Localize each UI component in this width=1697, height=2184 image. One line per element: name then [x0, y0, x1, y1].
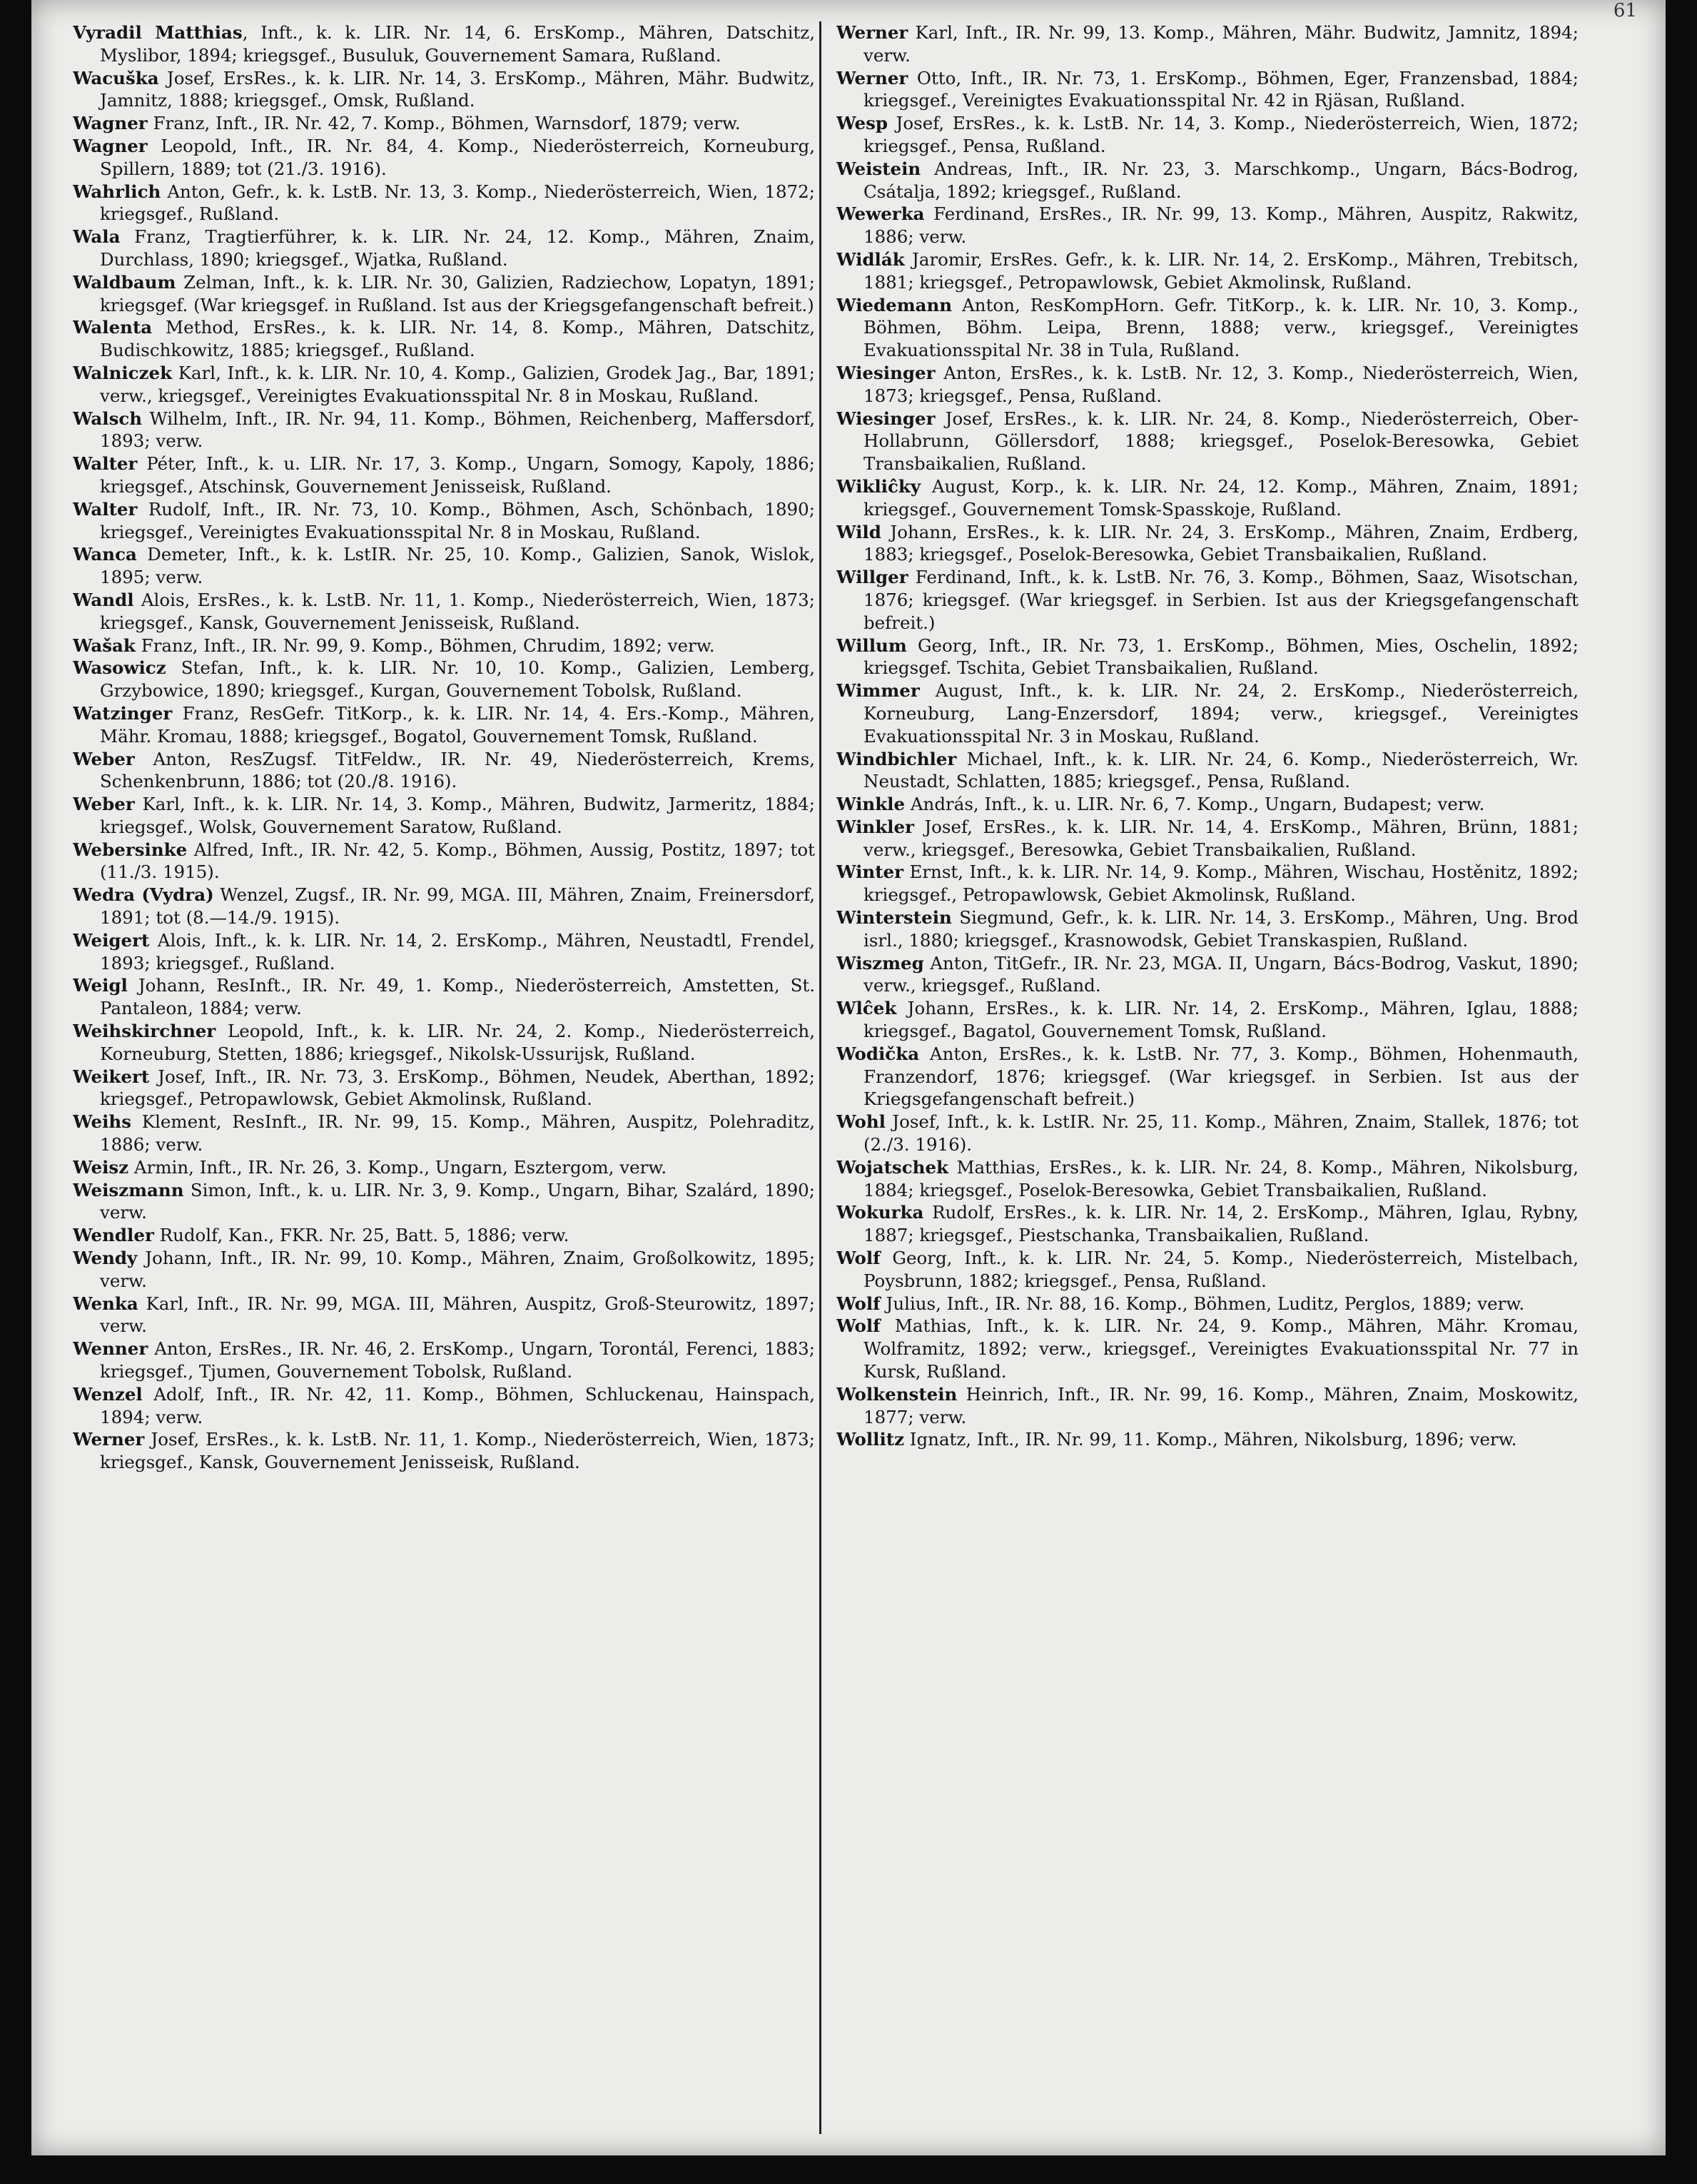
left-column [73, 21, 815, 2134]
entry-surname: Wimmer [836, 680, 920, 702]
entry-details: Alfred, Inft., IR. Nr. 42, 5. Komp., Böhmen, Aussig, Postitz, 1897; tot (11./3. 1915). [100, 839, 815, 883]
entry-surname: Wagner [73, 135, 148, 156]
list-entry [73, 589, 815, 635]
entry-details: Alois, ErsRes., k. k. LstB. Nr. 11, 1. Komp., Niederösterreich, Wien, 1873; kriegsgef., Kansk, Gouvernement Jenisseisk, Rußland. [100, 589, 815, 633]
entry-surname: Wedra (Vydra) [73, 884, 214, 906]
list-entry [73, 1338, 815, 1383]
entry-surname: Winkle [836, 794, 906, 815]
entry-surname: Walter [73, 498, 138, 520]
list-entry [836, 793, 1579, 816]
entry-details: , Inft., k. k. LIR. Nr. 14, 6. ErsKomp., Mähren, Datschitz, Myslibor, 1894; kriegsgef., Busuluk, Gouvernement Samara, Rußland. [100, 22, 815, 66]
list-entry [836, 679, 1579, 747]
entry-surname: Wenka [73, 1293, 138, 1314]
list-entry [73, 362, 815, 408]
entry-details: Anton, TitGefr., IR. Nr. 23, MGA. II, Ungarn, Bács-Bodrog, Vaskut, 1890; verw., kriegsgef., Rußland. [863, 952, 1579, 996]
entry-details: Josef, ErsRes., k. k. LIR. Nr. 24, 8. Komp., Niederösterreich, Ober-Hollabrunn, Göllersdorf, 1888; kriegsgef., Poselok-Beresowka, Gebiet Transbaikalien, Rußland. [863, 408, 1579, 475]
list-entry [836, 67, 1579, 113]
list-entry [836, 248, 1579, 294]
list-entry [836, 408, 1579, 475]
list-entry [73, 67, 815, 113]
entry-surname: Wahrlich [73, 181, 161, 202]
entry-surname: Widlák [836, 248, 905, 270]
list-entry [73, 839, 815, 884]
entry-details: András, Inft., k. u. LIR. Nr. 6, 7. Komp., Ungarn, Budapest; verw. [905, 794, 1485, 815]
entry-surname: Winter [836, 861, 904, 883]
entry-details: Siegmund, Gefr., k. k. LIR. Nr. 14, 3. ErsKomp., Mähren, Ung. Brod isrl., 1880; kriegsgef., Krasnowodsk, Gebiet Transkaspien, Rußland. [863, 907, 1579, 951]
list-entry [73, 543, 815, 589]
list-entry [836, 203, 1579, 248]
entry-details: Alois, Inft., k. k. LIR. Nr. 14, 2. ErsKomp., Mähren, Neustadtl, Frendel, 1893; kriegsgef., Rußland. [100, 929, 815, 974]
list-entry [836, 997, 1579, 1043]
entry-surname: Wolf [836, 1315, 881, 1337]
list-entry [73, 929, 815, 975]
list-entry [73, 271, 815, 317]
entry-surname: Wašak [73, 635, 136, 656]
list-entry [836, 362, 1579, 408]
entry-details: Anton, ResZugsf. TitFeldw., IR. Nr. 49, Niederösterreich, Krems, Schenkenbrunn, 1886; tot (20./8. 1916). [100, 748, 815, 792]
page-number: 61 [1613, 0, 1637, 21]
entry-surname: Wanca [73, 544, 137, 565]
entry-surname: Vyradil Matthias [73, 22, 243, 43]
entry-surname: Windbichler [836, 748, 957, 769]
entry-details: Franz, Tragtierführer, k. k. LIR. Nr. 24, 12. Komp., Mähren, Znaim, Durchlass, 1890; kriegsgef., Wjatka, Rußland. [100, 226, 815, 270]
list-entry [836, 1293, 1579, 1315]
list-entry [836, 635, 1579, 680]
list-entry [73, 226, 815, 271]
entry-surname: Wiesinger [836, 408, 936, 429]
entry-details: Josef, ErsRes., k. k. LIR. Nr. 14, 4. ErsKomp., Mähren, Brünn, 1881; verw., kriegsgef., Beresowka, Gebiet Transbaikalien, Rußland. [863, 816, 1579, 860]
entry-details: Ferdinand, Inft., k. k. LstB. Nr. 76, 3. Komp., Böhmen, Saaz, Wisotschan, 1876; kriegsgef. (War kriegsgef. in Serbien. Ist aus der Kriegsgefangenschaft befreit.) [863, 567, 1579, 633]
entry-details: Ferdinand, ErsRes., IR. Nr. 99, 13. Komp., Mähren, Auspitz, Rakwitz, 1886; verw. [863, 203, 1579, 248]
list-entry [836, 816, 1579, 861]
entry-details: Zelman, Inft., k. k. LIR. Nr. 30, Galizien, Radziechow, Lopatyn, 1891; kriegsgef. (War kriegsgef. in Rußland. Ist aus der Kriegsgefangenschaft befreit.) [100, 271, 815, 315]
entry-surname: Weistein [836, 158, 921, 179]
entry-surname: Winkler [836, 816, 914, 837]
entry-surname: Weigert [73, 929, 150, 951]
entry-surname: Weihskirchner [73, 1021, 216, 1042]
entry-details: Josef, ErsRes., k. k. LstB. Nr. 14, 3. Komp., Niederösterreich, Wien, 1872; kriegsgef., Pensa, Rußland. [863, 113, 1579, 156]
entry-details: Adolf, Inft., IR. Nr. 42, 11. Komp., Böhmen, Schluckenau, Hainspach, 1894; verw. [100, 1383, 815, 1427]
list-entry [73, 1156, 815, 1179]
entry-surname: Watzinger [73, 702, 173, 724]
entry-surname: Walsch [73, 408, 143, 429]
list-entry [73, 974, 815, 1020]
entry-details: Rudolf, Inft., IR. Nr. 73, 10. Komp., Böhmen, Asch, Schönbach, 1890; kriegsgef., Vereinigtes Evakuationsspital Nr. 8 in Moskau, Rußland. [100, 498, 815, 542]
list-entry [73, 1179, 815, 1225]
entry-surname: Wohl [836, 1111, 886, 1133]
list-entry [73, 793, 815, 839]
list-entry [836, 566, 1579, 634]
entry-details: Josef, ErsRes., k. k. LIR. Nr. 14, 3. ErsKomp., Mähren, Mähr. Budwitz, Jamnitz, 1888; kriegsgef., Omsk, Rußland. [100, 67, 815, 111]
list-entry [836, 906, 1579, 952]
entry-surname: Willum [836, 635, 907, 656]
entry-details: Matthias, ErsRes., k. k. LIR. Nr. 24, 8. Komp., Mähren, Nikolsburg, 1884; kriegsgef., Poselok-Beresowka, Gebiet Transbaikalien, Rußland. [863, 1156, 1579, 1200]
entry-surname: Wojatschek [836, 1156, 949, 1178]
entry-surname: Winterstein [836, 907, 952, 929]
entry-details: Josef, Inft., IR. Nr. 73, 3. ErsKomp., Böhmen, Neudek, Aberthan, 1892; kriegsgef., Petropawlowsk, Gebiet Akmolinsk, Rußland. [100, 1066, 815, 1110]
list-entry [73, 1224, 815, 1247]
list-entry [73, 635, 815, 657]
entry-surname: Weigl [73, 975, 128, 996]
right-column [836, 21, 1579, 2134]
entry-details: Demeter, Inft., k. k. LstIR. Nr. 25, 10. Komp., Galizien, Sanok, Wislok, 1895; verw. [100, 544, 815, 588]
entry-details: Johann, Inft., IR. Nr. 99, 10. Komp., Mähren, Znaim, Großolkowitz, 1895; verw. [100, 1248, 815, 1291]
entry-details: Johann, ResInft., IR. Nr. 49, 1. Komp., Niederösterreich, Amstetten, St. Pantaleon, 1884; verw. [100, 975, 815, 1019]
list-entry [73, 657, 815, 702]
list-entry [73, 1020, 815, 1066]
entry-details: Péter, Inft., k. u. LIR. Nr. 17, 3. Komp., Ungarn, Somogy, Kapoly, 1886; kriegsgef., Atschinsk, Gouvernement Jenisseisk, Rußland. [100, 453, 815, 497]
list-entry [836, 475, 1579, 521]
entry-surname: Wolf [836, 1248, 881, 1269]
entry-surname: Walenta [73, 317, 153, 338]
entry-details: Method, ErsRes., k. k. LIR. Nr. 14, 8. Komp., Mähren, Datschitz, Budischkowitz, 1885; kriegsgef., Rußland. [100, 317, 815, 361]
entry-details: Julius, Inft., IR. Nr. 88, 16. Komp., Böhmen, Luditz, Perglos, 1889; verw. [880, 1293, 1525, 1314]
entry-details: Johann, ErsRes., k. k. LIR. Nr. 14, 2. ErsKomp., Mähren, Iglau, 1888; kriegsgef., Bagatol, Gouvernement Tomsk, Rußland. [863, 998, 1579, 1042]
entry-details: Heinrich, Inft., IR. Nr. 99, 16. Komp., Mähren, Znaim, Moskowitz, 1877; verw. [863, 1383, 1579, 1427]
entry-details: Josef, ErsRes., k. k. LstB. Nr. 11, 1. Komp., Niederösterreich, Wien, 1873; kriegsgef., Kansk, Gouvernement Jenisseisk, Rußland. [100, 1429, 815, 1473]
list-entry [836, 158, 1579, 203]
entry-details: August, Inft., k. k. LIR. Nr. 24, 2. ErsKomp., Niederösterreich, Korneuburg, Lang-Enzersdorf, 1894; verw., kriegsgef., Vereinigtes Evakuationsspital Nr. 3 in Moskau, Rußland. [863, 680, 1579, 747]
entry-surname: Werner [836, 67, 908, 89]
entry-details: Rudolf, Kan., FKR. Nr. 25, Batt. 5, 1886; verw. [153, 1225, 569, 1246]
entry-details: Karl, Inft., k. k. LIR. Nr. 10, 4. Komp., Galizien, Grodek Jag., Bar, 1891; verw., kriegsgef., Vereinigtes Evakuationsspital Nr. 8 in Moskau, Rußland. [100, 362, 815, 406]
entry-surname: Weikert [73, 1066, 150, 1087]
list-entry [836, 861, 1579, 906]
list-entry [836, 112, 1579, 158]
list-entry [836, 21, 1579, 67]
column-divider [819, 21, 821, 2134]
entry-surname: Weisz [73, 1156, 129, 1178]
entry-surname: Wenzel [73, 1383, 143, 1405]
entry-details: Armin, Inft., IR. Nr. 26, 3. Komp., Ungarn, Esztergom, verw. [128, 1156, 667, 1178]
entry-surname: Webersinke [73, 839, 188, 860]
entry-surname: Wollitz [836, 1429, 905, 1450]
entry-surname: Wolf [836, 1293, 881, 1314]
entry-surname: Wolkenstein [836, 1383, 958, 1405]
entry-surname: Wesp [836, 113, 888, 134]
list-entry [73, 748, 815, 794]
entry-details: Simon, Inft., k. u. LIR. Nr. 3, 9. Komp., Ungarn, Bihar, Szalárd, 1890; verw. [100, 1179, 815, 1223]
entry-details: Otto, Inft., IR. Nr. 73, 1. ErsKomp., Böhmen, Eger, Franzensbad, 1884; kriegsgef., Vereinigtes Evakuationsspital Nr. 42 in Rjäsan, Rußland. [863, 67, 1579, 111]
entry-details: Johann, ErsRes., k. k. LIR. Nr. 24, 3. ErsKomp., Mähren, Znaim, Erdberg, 1883; kriegsgef., Poselok-Beresowka, Gebiet Transbaikalien, Rußland. [863, 521, 1579, 565]
entry-surname: Wenner [73, 1338, 148, 1360]
list-entry [73, 498, 815, 544]
entry-surname: Werner [73, 1429, 145, 1450]
entry-details: Leopold, Inft., k. k. LIR. Nr. 24, 2. Komp., Niederösterreich, Korneuburg, Stetten, 1886; kriegsgef., Nikolsk-Ussurijsk, Rußland. [100, 1021, 815, 1064]
entry-details: Anton, ErsRes., k. k. LstB. Nr. 77, 3. Komp., Böhmen, Hohenmauth, Franzendorf, 1876; kriegsgef. (War kriegsgef. in Serbien. Ist aus der Kriegsgefangenschaft befreit.) [863, 1043, 1579, 1110]
document-page [31, 0, 1666, 2155]
list-entry [836, 1043, 1579, 1111]
entry-surname: Weihs [73, 1111, 132, 1133]
list-entry [73, 1247, 815, 1293]
entry-details: Georg, Inft., k. k. LIR. Nr. 24, 5. Komp., Niederösterreich, Mistelbach, Poysbrunn, 1882; kriegsgef., Pensa, Rußland. [863, 1248, 1579, 1291]
entry-details: Michael, Inft., k. k. LIR. Nr. 24, 6. Komp., Niederösterreich, Wr. Neustadt, Schlatten, 1885; kriegsgef., Pensa, Rußland. [863, 748, 1579, 792]
list-entry [836, 1247, 1579, 1293]
entry-details: Ernst, Inft., k. k. LIR. Nr. 14, 9. Komp., Mähren, Wischau, Hostěnitz, 1892; kriegsgef., Petropawlowsk, Gebiet Akmolinsk, Rußland. [863, 861, 1579, 906]
list-entry [836, 1383, 1579, 1429]
list-entry [73, 702, 815, 748]
entry-details: Franz, ResGefr. TitKorp., k. k. LIR. Nr. 14, 4. Ers.-Komp., Mähren, Mähr. Kromau, 1888; kriegsgef., Bogatol, Gouvernement Tomsk, Rußland. [100, 702, 815, 747]
list-entry [836, 1156, 1579, 1202]
entry-details: Wenzel, Zugsf., IR. Nr. 99, MGA. III, Mähren, Znaim, Freinersdorf, 1891; tot (8.—14./9. 1915). [100, 884, 815, 929]
entry-details: August, Korp., k. k. LIR. Nr. 24, 12. Komp., Mähren, Znaim, 1891; kriegsgef., Gouvernement Tomsk-Spasskoje, Rußland. [863, 475, 1579, 520]
entry-surname: Wendler [73, 1225, 154, 1246]
list-entry [836, 521, 1579, 567]
entry-surname: Wodička [836, 1043, 920, 1064]
list-entry [836, 1315, 1579, 1382]
entry-details: Franz, Inft., IR. Nr. 42, 7. Komp., Böhmen, Warnsdorf, 1879; verw. [147, 113, 741, 134]
entry-surname: Wiesinger [836, 362, 936, 383]
list-entry [73, 884, 815, 929]
entry-surname: Wokurka [836, 1202, 924, 1223]
entry-details: Karl, Inft., IR. Nr. 99, MGA. III, Mähren, Auspitz, Groß-Steurowitz, 1897; verw. [100, 1293, 815, 1337]
entry-surname: Werner [836, 22, 908, 43]
list-entry [836, 1201, 1579, 1247]
list-entry [73, 408, 815, 453]
entry-surname: Wacuška [73, 67, 159, 89]
entry-surname: Weiszmann [73, 1179, 184, 1200]
entry-surname: Wild [836, 521, 881, 542]
entry-surname: Willger [836, 567, 908, 588]
entry-details: Ignatz, Inft., IR. Nr. 99, 11. Komp., Mähren, Nikolsburg, 1896; verw. [904, 1429, 1517, 1450]
entry-surname: Wiedemann [836, 294, 953, 315]
entry-details: Jaromir, ErsRes. Gefr., k. k. LIR. Nr. 14, 2. ErsKomp., Mähren, Trebitsch, 1881; kriegsgef., Petropawlowsk, Gebiet Akmolinsk, Rußland. [863, 248, 1579, 293]
list-entry [836, 1111, 1579, 1156]
list-entry [73, 21, 815, 67]
list-entry [73, 1293, 815, 1338]
list-entry [73, 135, 815, 181]
entry-surname: Wlĉek [836, 998, 897, 1019]
list-entry [836, 952, 1579, 998]
entry-details: Stefan, Inft., k. k. LIR. Nr. 10, 10. Komp., Galizien, Lemberg, Grzybowice, 1890; kriegsgef., Kurgan, Gouvernement Tobolsk, Rußland. [100, 657, 815, 702]
entry-details: Mathias, Inft., k. k. LIR. Nr. 24, 9. Komp., Mähren, Mähr. Kromau, Wolframitz, 1892; verw., kriegsgef., Vereinigtes Evakuationsspital Nr. 77 in Kursk, Rußland. [863, 1315, 1579, 1382]
list-entry [73, 316, 815, 362]
entry-details: Klement, ResInft., IR. Nr. 99, 15. Komp., Mähren, Auspitz, Polehraditz, 1886; verw. [100, 1111, 815, 1156]
entry-details: Anton, ResKompHorn. Gefr. TitKorp., k. k. LIR. Nr. 10, 3. Komp., Böhmen, Böhm. Leipa, Brenn, 1888; verw., kriegsgef., Vereinigtes Evakuationsspital Nr. 38 in Tula, Rußland. [863, 294, 1579, 361]
list-entry [73, 1383, 815, 1429]
entry-surname: Wewerka [836, 203, 925, 225]
entry-details: Karl, Inft., IR. Nr. 99, 13. Komp., Mähren, Mähr. Budwitz, Jamnitz, 1894; verw. [863, 22, 1579, 66]
entry-surname: Waldbaum [73, 271, 176, 293]
list-entry [73, 1066, 815, 1111]
entry-details: Anton, ErsRes., IR. Nr. 46, 2. ErsKomp., Ungarn, Torontál, Ferenci, 1883; kriegsgef., Tjumen, Gouvernement Tobolsk, Rußland. [100, 1338, 815, 1382]
entry-surname: Wendy [73, 1248, 138, 1269]
list-entry [836, 748, 1579, 794]
list-entry [73, 181, 815, 226]
entry-surname: Walter [73, 453, 138, 475]
entry-details: Anton, ErsRes., k. k. LstB. Nr. 12, 3. Komp., Niederösterreich, Wien, 1873; kriegsgef., Pensa, Rußland. [863, 362, 1579, 406]
entry-surname: Wasowicz [73, 657, 166, 679]
entry-surname: Walniczek [73, 362, 173, 383]
entry-surname: Weber [73, 794, 135, 815]
list-entry [836, 1428, 1579, 1451]
list-entry [73, 453, 815, 498]
entry-surname: Wandl [73, 589, 134, 610]
entry-surname: Wala [73, 226, 121, 248]
entry-surname: Wagner [73, 113, 148, 134]
entry-details: Rudolf, ErsRes., k. k. LIR. Nr. 14, 2. ErsKomp., Mähren, Iglau, Rybny, 1887; kriegsgef., Piestschanka, Transbaikalien, Rußland. [863, 1202, 1579, 1246]
list-entry [73, 1111, 815, 1156]
entry-details: Wilhelm, Inft., IR. Nr. 94, 11. Komp., Böhmen, Reichenberg, Maffersdorf, 1893; verw. [100, 408, 815, 452]
entry-details: Josef, Inft., k. k. LstIR. Nr. 25, 11. Komp., Mähren, Znaim, Stallek, 1876; tot (2./3. 1916). [863, 1111, 1579, 1156]
entry-details: Anton, Gefr., k. k. LstB. Nr. 13, 3. Komp., Niederösterreich, Wien, 1872; kriegsgef., Rußland. [100, 181, 815, 225]
list-entry [73, 1428, 815, 1474]
entry-details: Andreas, Inft., IR. Nr. 23, 3. Marschkomp., Ungarn, Bács-Bodrog, Csátalja, 1892; kriegsgef., Rußland. [863, 158, 1579, 202]
entry-surname: Wiszmeg [836, 952, 924, 974]
list-entry [73, 112, 815, 135]
entry-details: Franz, Inft., IR. Nr. 99, 9. Komp., Böhmen, Chrudim, 1892; verw. [135, 635, 715, 656]
list-entry [836, 294, 1579, 362]
entry-surname: Weber [73, 748, 135, 769]
entry-surname: Wikliĉky [836, 475, 921, 497]
entry-details: Georg, Inft., IR. Nr. 73, 1. ErsKomp., Böhmen, Mies, Oschelin, 1892; kriegsgef. Tschita, Gebiet Transbaikalien, Rußland. [863, 635, 1579, 679]
entry-details: Karl, Inft., k. k. LIR. Nr. 14, 3. Komp., Mähren, Budwitz, Jarmeritz, 1884; kriegsgef., Wolsk, Gouvernement Saratow, Rußland. [100, 794, 815, 837]
entry-details: Leopold, Inft., IR. Nr. 84, 4. Komp., Niederösterreich, Korneuburg, Spillern, 1889; tot (21./3. 1916). [100, 135, 815, 179]
